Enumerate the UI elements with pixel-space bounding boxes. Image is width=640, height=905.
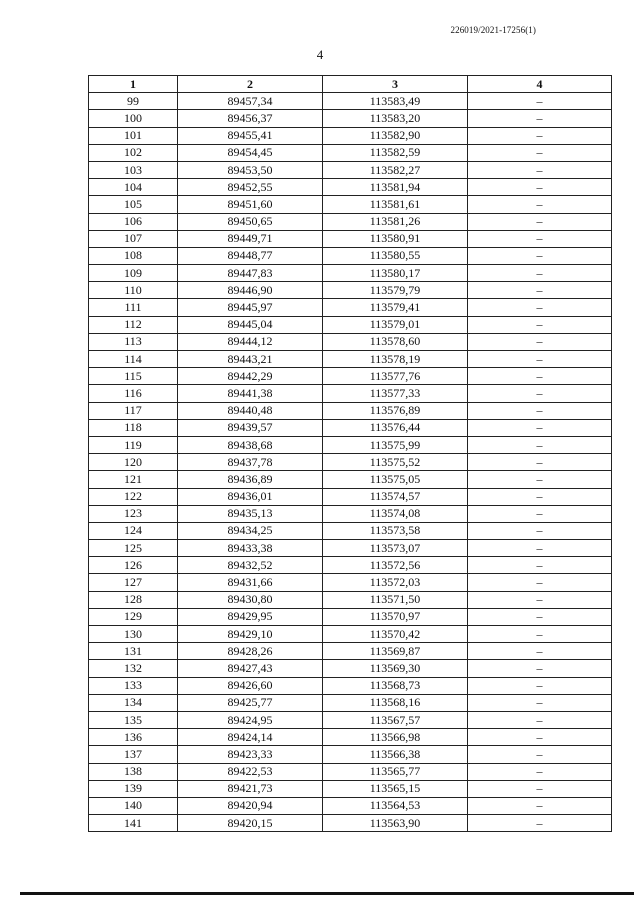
table-cell-col2: 89450,65 <box>178 213 323 230</box>
table-cell-col2: 89445,04 <box>178 316 323 333</box>
table-row <box>89 746 612 763</box>
table-row <box>89 144 612 161</box>
table-cell-col1: 107 <box>89 230 178 247</box>
table-body <box>89 93 612 832</box>
table-cell-col4: – <box>468 179 612 196</box>
table-cell-col4: – <box>468 746 612 763</box>
table-cell-col3: 113576,44 <box>323 419 468 436</box>
table-cell-col1: 100 <box>89 110 178 127</box>
table-cell-col2: 89421,73 <box>178 780 323 797</box>
table-header <box>89 76 612 93</box>
table-row <box>89 316 612 333</box>
table-cell-col3: 113579,79 <box>323 282 468 299</box>
table-cell-col3: 113579,01 <box>323 316 468 333</box>
table-cell-col4: – <box>468 522 612 539</box>
table-cell-col3: 113574,57 <box>323 488 468 505</box>
table-row <box>89 522 612 539</box>
table-cell-col3: 113582,59 <box>323 144 468 161</box>
table-cell-col3: 113582,27 <box>323 161 468 178</box>
table-row <box>89 265 612 282</box>
table-cell-col3: 113583,20 <box>323 110 468 127</box>
table-row <box>89 454 612 471</box>
table-cell-col1: 103 <box>89 161 178 178</box>
table-cell-col4: – <box>468 643 612 660</box>
table-cell-col2: 89436,01 <box>178 488 323 505</box>
table-cell-col2: 89454,45 <box>178 144 323 161</box>
table-cell-col4: – <box>468 471 612 488</box>
table-cell-col3: 113572,03 <box>323 574 468 591</box>
table-cell-col1: 101 <box>89 127 178 144</box>
table-row <box>89 694 612 711</box>
table-row <box>89 93 612 110</box>
table-cell-col3: 113568,16 <box>323 694 468 711</box>
table-cell-col3: 113572,56 <box>323 557 468 574</box>
table-cell-col3: 113575,99 <box>323 436 468 453</box>
table-row <box>89 471 612 488</box>
table-cell-col4: – <box>468 282 612 299</box>
table-cell-col3: 113563,90 <box>323 815 468 832</box>
table-cell-col1: 137 <box>89 746 178 763</box>
table-cell-col1: 99 <box>89 93 178 110</box>
table-cell-col2: 89453,50 <box>178 161 323 178</box>
table-cell-col1: 126 <box>89 557 178 574</box>
table-cell-col3: 113578,19 <box>323 351 468 368</box>
table-row <box>89 161 612 178</box>
table-cell-col1: 130 <box>89 626 178 643</box>
table-cell-col2: 89438,68 <box>178 436 323 453</box>
table-cell-col3: 113577,76 <box>323 368 468 385</box>
table-cell-col4: – <box>468 161 612 178</box>
table-cell-col4: – <box>468 385 612 402</box>
table-cell-col2: 89429,95 <box>178 608 323 625</box>
table-cell-col4: – <box>468 144 612 161</box>
table-row <box>89 643 612 660</box>
table-cell-col1: 111 <box>89 299 178 316</box>
table-cell-col1: 109 <box>89 265 178 282</box>
table-cell-col4: – <box>468 608 612 625</box>
table-cell-col3: 113568,73 <box>323 677 468 694</box>
table-row <box>89 385 612 402</box>
header-row <box>89 76 612 93</box>
table-cell-col4: – <box>468 505 612 522</box>
table-cell-col3: 113581,94 <box>323 179 468 196</box>
table-cell-col4: – <box>468 368 612 385</box>
table-row <box>89 797 612 814</box>
table-row <box>89 815 612 832</box>
table-cell-col2: 89424,14 <box>178 729 323 746</box>
table-cell-col4: – <box>468 454 612 471</box>
table-cell-col1: 128 <box>89 591 178 608</box>
table-row <box>89 402 612 419</box>
table-cell-col4: – <box>468 213 612 230</box>
table-cell-col4: – <box>468 436 612 453</box>
column-header-4: 4 <box>468 76 612 93</box>
table-cell-col2: 89446,90 <box>178 282 323 299</box>
footer-rule <box>20 892 634 895</box>
table-cell-col2: 89427,43 <box>178 660 323 677</box>
table-cell-col4: – <box>468 780 612 797</box>
table-cell-col1: 108 <box>89 247 178 264</box>
table-cell-col4: – <box>468 677 612 694</box>
table-cell-col1: 110 <box>89 282 178 299</box>
table-cell-col1: 131 <box>89 643 178 660</box>
table-row <box>89 351 612 368</box>
table-cell-col4: – <box>468 230 612 247</box>
table-row <box>89 368 612 385</box>
table-cell-col2: 89444,12 <box>178 333 323 350</box>
table-cell-col3: 113573,07 <box>323 540 468 557</box>
table-cell-col2: 89442,29 <box>178 368 323 385</box>
table-cell-col3: 113569,30 <box>323 660 468 677</box>
table-row <box>89 660 612 677</box>
table-cell-col4: – <box>468 626 612 643</box>
table-cell-col1: 135 <box>89 711 178 728</box>
table-row <box>89 591 612 608</box>
table-cell-col1: 119 <box>89 436 178 453</box>
table-cell-col1: 125 <box>89 540 178 557</box>
table-row <box>89 711 612 728</box>
table-row <box>89 540 612 557</box>
table-cell-col1: 122 <box>89 488 178 505</box>
table-row <box>89 574 612 591</box>
table-cell-col1: 140 <box>89 797 178 814</box>
table-cell-col4: – <box>468 557 612 574</box>
table-cell-col4: – <box>468 660 612 677</box>
table-cell-col1: 139 <box>89 780 178 797</box>
table-cell-col2: 89448,77 <box>178 247 323 264</box>
page-number: 4 <box>316 47 324 62</box>
table-cell-col3: 113580,91 <box>323 230 468 247</box>
table-cell-col4: – <box>468 265 612 282</box>
table-row <box>89 110 612 127</box>
table-cell-col2: 89420,94 <box>178 797 323 814</box>
table-row <box>89 677 612 694</box>
table-cell-col1: 117 <box>89 402 178 419</box>
table-cell-col2: 89430,80 <box>178 591 323 608</box>
table-cell-col2: 89428,26 <box>178 643 323 660</box>
table-cell-col1: 120 <box>89 454 178 471</box>
table-cell-col2: 89439,57 <box>178 419 323 436</box>
table-cell-col2: 89425,77 <box>178 694 323 711</box>
column-header-1: 1 <box>89 76 178 93</box>
table-row <box>89 196 612 213</box>
table-cell-col1: 121 <box>89 471 178 488</box>
table-cell-col4: – <box>468 815 612 832</box>
table-cell-col2: 89437,78 <box>178 454 323 471</box>
table-cell-col4: – <box>468 574 612 591</box>
table-cell-col3: 113583,49 <box>323 93 468 110</box>
table-cell-col4: – <box>468 196 612 213</box>
table-cell-col2: 89447,83 <box>178 265 323 282</box>
table-row <box>89 213 612 230</box>
table-cell-col3: 113575,05 <box>323 471 468 488</box>
table-cell-col2: 89435,13 <box>178 505 323 522</box>
table-cell-col1: 127 <box>89 574 178 591</box>
table-cell-col1: 124 <box>89 522 178 539</box>
table-cell-col1: 115 <box>89 368 178 385</box>
table-cell-col1: 102 <box>89 144 178 161</box>
table-cell-col2: 89455,41 <box>178 127 323 144</box>
table-cell-col4: – <box>468 93 612 110</box>
table-cell-col4: – <box>468 333 612 350</box>
table-row <box>89 729 612 746</box>
table-cell-col1: 133 <box>89 677 178 694</box>
table-cell-col1: 114 <box>89 351 178 368</box>
table-cell-col4: – <box>468 127 612 144</box>
table-row <box>89 179 612 196</box>
table-cell-col3: 113565,15 <box>323 780 468 797</box>
coordinates-table <box>88 75 612 832</box>
table-cell-col1: 123 <box>89 505 178 522</box>
table-cell-col2: 89452,55 <box>178 179 323 196</box>
table-cell-col4: – <box>468 540 612 557</box>
table-row <box>89 247 612 264</box>
table-cell-col2: 89436,89 <box>178 471 323 488</box>
table-cell-col2: 89422,53 <box>178 763 323 780</box>
table-cell-col4: – <box>468 763 612 780</box>
table-cell-col3: 113571,50 <box>323 591 468 608</box>
table-cell-col4: – <box>468 351 612 368</box>
table-row <box>89 626 612 643</box>
table-row <box>89 333 612 350</box>
table-cell-col2: 89456,37 <box>178 110 323 127</box>
table-cell-col3: 113565,77 <box>323 763 468 780</box>
table-cell-col4: – <box>468 316 612 333</box>
table-cell-col1: 136 <box>89 729 178 746</box>
table-cell-col3: 113580,55 <box>323 247 468 264</box>
table-cell-col4: – <box>468 729 612 746</box>
table-cell-col1: 134 <box>89 694 178 711</box>
table-row <box>89 419 612 436</box>
table-cell-col4: – <box>468 299 612 316</box>
table-cell-col2: 89445,97 <box>178 299 323 316</box>
table-cell-col3: 113580,17 <box>323 265 468 282</box>
table-cell-col3: 113570,97 <box>323 608 468 625</box>
table-row <box>89 230 612 247</box>
table-cell-col1: 116 <box>89 385 178 402</box>
table-row <box>89 299 612 316</box>
table-cell-col2: 89440,48 <box>178 402 323 419</box>
table-cell-col1: 105 <box>89 196 178 213</box>
table-cell-col2: 89451,60 <box>178 196 323 213</box>
table-row <box>89 763 612 780</box>
table-cell-col3: 113564,53 <box>323 797 468 814</box>
table-cell-col3: 113569,87 <box>323 643 468 660</box>
table-cell-col2: 89432,52 <box>178 557 323 574</box>
table-cell-col1: 112 <box>89 316 178 333</box>
table-cell-col3: 113567,57 <box>323 711 468 728</box>
table-row <box>89 488 612 505</box>
table-cell-col4: – <box>468 591 612 608</box>
table-cell-col3: 113575,52 <box>323 454 468 471</box>
table-row <box>89 282 612 299</box>
table-cell-col1: 129 <box>89 608 178 625</box>
table-row <box>89 608 612 625</box>
table-row <box>89 505 612 522</box>
table-cell-col1: 138 <box>89 763 178 780</box>
document-code: 226019/2021-17256(1) <box>450 25 536 35</box>
table-cell-col3: 113566,38 <box>323 746 468 763</box>
table-row <box>89 436 612 453</box>
table-row <box>89 127 612 144</box>
table-cell-col1: 141 <box>89 815 178 832</box>
table-cell-col3: 113577,33 <box>323 385 468 402</box>
table-cell-col3: 113578,60 <box>323 333 468 350</box>
table-row <box>89 780 612 797</box>
table-cell-col3: 113576,89 <box>323 402 468 419</box>
table-cell-col2: 89424,95 <box>178 711 323 728</box>
table-cell-col3: 113581,26 <box>323 213 468 230</box>
table-cell-col1: 104 <box>89 179 178 196</box>
table-cell-col2: 89429,10 <box>178 626 323 643</box>
table-cell-col2: 89426,60 <box>178 677 323 694</box>
table-cell-col4: – <box>468 488 612 505</box>
table-cell-col1: 106 <box>89 213 178 230</box>
table-row <box>89 557 612 574</box>
table-cell-col2: 89449,71 <box>178 230 323 247</box>
table-cell-col2: 89457,34 <box>178 93 323 110</box>
table-cell-col3: 113581,61 <box>323 196 468 213</box>
table-cell-col1: 132 <box>89 660 178 677</box>
table-cell-col3: 113582,90 <box>323 127 468 144</box>
table-cell-col3: 113574,08 <box>323 505 468 522</box>
table-cell-col2: 89420,15 <box>178 815 323 832</box>
table-cell-col2: 89441,38 <box>178 385 323 402</box>
table-cell-col3: 113566,98 <box>323 729 468 746</box>
column-header-3: 3 <box>323 76 468 93</box>
column-header-2: 2 <box>178 76 323 93</box>
table-cell-col2: 89423,33 <box>178 746 323 763</box>
table-cell-col2: 89433,38 <box>178 540 323 557</box>
table-cell-col4: – <box>468 247 612 264</box>
table-cell-col2: 89443,21 <box>178 351 323 368</box>
table-cell-col4: – <box>468 419 612 436</box>
table-cell-col2: 89431,66 <box>178 574 323 591</box>
table-cell-col1: 118 <box>89 419 178 436</box>
table-cell-col4: – <box>468 694 612 711</box>
table-cell-col2: 89434,25 <box>178 522 323 539</box>
table-cell-col3: 113573,58 <box>323 522 468 539</box>
table-cell-col4: – <box>468 402 612 419</box>
table-cell-col4: – <box>468 711 612 728</box>
table-cell-col4: – <box>468 110 612 127</box>
table-cell-col4: – <box>468 797 612 814</box>
table-cell-col3: 113570,42 <box>323 626 468 643</box>
table-cell-col3: 113579,41 <box>323 299 468 316</box>
table-cell-col1: 113 <box>89 333 178 350</box>
